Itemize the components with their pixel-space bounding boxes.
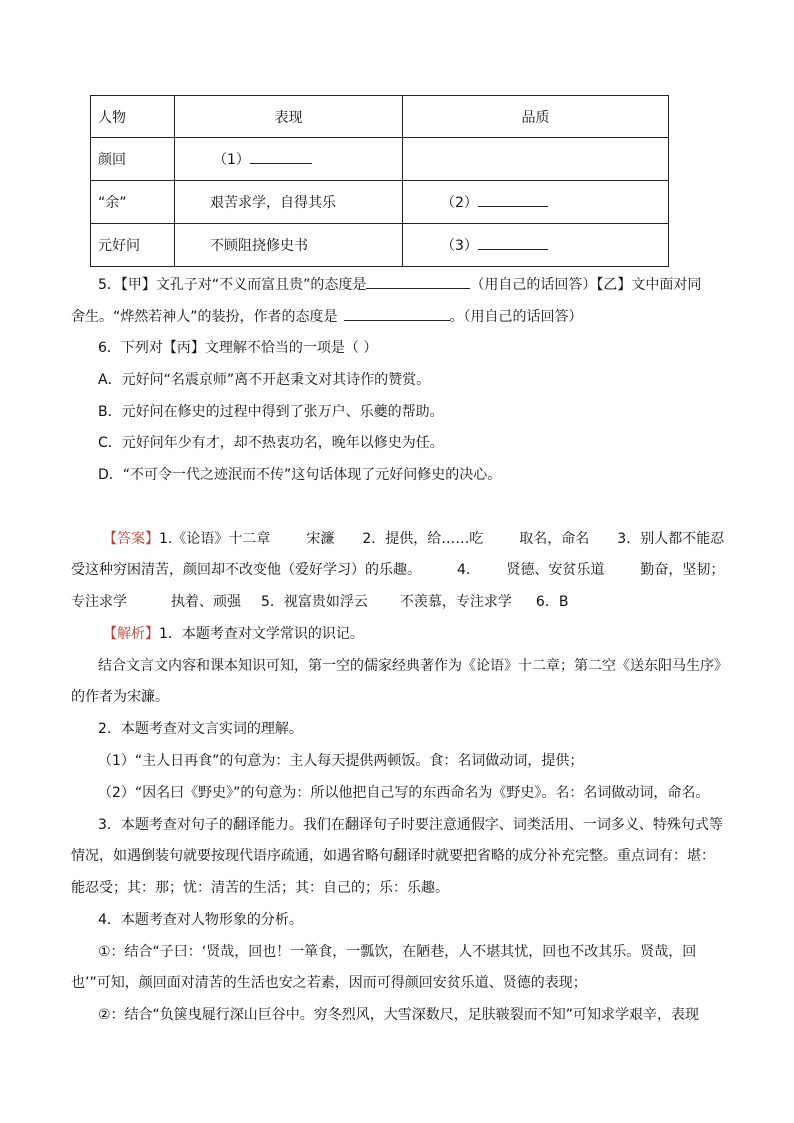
analysis-paragraph: 能忍受；其：那；忧：清苦的生活；其：自己的；乐：乐趣。 [71,880,449,896]
analysis-paragraph: 结合文言文内容和课本知识可知，第一空的儒家经典著作为《论语》十二章；第二空《送东阳马生序》 [98,658,728,674]
table-cell-person: 颜回 [91,138,175,181]
table-header-performance: 表现 [175,96,403,138]
analysis-paragraph: 的作者为宋濂。 [71,689,169,705]
answer-blank-q5a [366,274,470,289]
answer-item: 受这种穷困清苦，颜回却不改变他（爱好学习）的乐趣。 [71,562,421,578]
analysis-paragraph: 3．本题考查对句子的翻译能力。我们在翻译句子时要注意通假字、词类活用、一词多义、特殊句式等 [98,817,723,833]
blank-label: （2） [441,195,478,211]
blank-label: （3） [441,238,478,254]
answer-line-3 [71,592,568,612]
question-6-option-c: C．元好问年少有才，却不热衷功名，晚年以修史为任。 [98,435,444,451]
answer-item: 贤德、安贫乐道 [506,562,605,578]
answer-item: 不羡慕，专注求学 [399,594,512,610]
question-6-option-d: D．“不可令一代之迹泯而不传”这句话体现了元好问修史的决心。 [98,467,502,483]
table-header-row [91,96,669,138]
performance-text: 不顾阻挠修史书 [210,238,308,254]
table-row [91,224,669,267]
table-header-person: 人物 [91,96,175,138]
analysis-paragraph: 也’”可知，颜回面对清苦的生活也安之若素，因而可得颜回安贫乐道、贤德的表现； [71,975,587,991]
answer-line-2 [71,560,724,580]
question-6-option-a: A．元好问“名震京师”离不开赵秉文对其诗作的赞赏。 [98,372,431,388]
character-table [90,95,669,267]
table-cell-quality [403,224,669,267]
analysis-label: 【解析】 [103,626,159,642]
question-5-line-1 [98,274,701,295]
answer-item: 6．B [535,594,569,610]
answer-item: 5．视富贵如浮云 [261,594,368,610]
question-6-stem: 6．下列对【丙】文理解不恰当的一项是（ ） [98,340,378,356]
q5-text-d: 。（用自己的话回答） [449,309,583,325]
table-row [91,181,669,224]
analysis-paragraph: ①：结合“子曰：‘贤哉，回也！一箪食，一瓢饮，在陋巷，人不堪其忧，回也不改其乐。贤哉，回 [98,944,697,960]
answer-item: 取名，命名 [519,531,590,547]
q5-text-b: （用自己的话回答）【乙】文中面对同 [470,277,702,293]
answer-label: 【答案】 [103,531,159,547]
answer-item: 执着、顽强 [171,594,241,610]
table-cell-quality [403,138,669,181]
answer-item: 专注求学 [71,594,127,610]
analysis-paragraph: 情况，如遇倒装句就要按现代语序疏通，如遇省略句翻译时就要把省略的成分补充完整。重点词有：堪： [71,848,715,864]
table-cell-performance [175,224,403,267]
analysis-paragraph: （2）“因名曰《野史》”的句意为：所以他把自己写的东西命名为《野史》。名：名词做动词，命名。 [98,785,710,801]
answer-item: 2．提供，给……吃 [362,531,484,547]
analysis-text: 1．本题考查对文学常识的识记。 [159,626,364,642]
answer-item: 3．别人都不能忍 [617,531,725,547]
answer-blank-q5b [344,306,450,321]
analysis-paragraph: 2．本题考查对文言实词的理解。 [98,721,303,737]
table-header-quality: 品质 [403,96,669,138]
answer-blank-1 [250,149,312,164]
table-cell-person: 元好问 [91,224,175,267]
table-row [91,138,669,181]
answer-blank-2 [478,192,548,207]
q5-text-c: 舍生。“烨然若神人”的装扮，作者的态度是 [71,309,338,325]
answer-line-1 [103,529,724,549]
performance-text: 艰苦求学，自得其乐 [210,195,336,211]
answer-item: 宋濂 [306,531,335,547]
table-cell-person: “余” [91,181,175,224]
answer-item: 4. [457,562,471,578]
q5-text-a: 5．【甲】文孔子对“不义而富且贵”的态度是 [98,277,367,293]
analysis-paragraph: （1）“主人日再食”的句意为：主人每天提供两顿饭。食：名词做动词，提供； [98,753,584,769]
analysis-paragraph: ②：结合“负箧曳屣行深山巨谷中。穷冬烈风，大雪深数尺，足肤皲裂而不知”可知求学艰辛，表现 [98,1007,700,1023]
question-5-line-2 [71,306,583,327]
table-cell-quality [403,181,669,224]
table-cell-performance [175,138,403,181]
analysis-line-1 [103,624,364,644]
answer-item: 勤奋，坚韧； [640,562,725,578]
analysis-paragraph: 4．本题考查对人物形象的分析。 [98,912,303,928]
table-cell-performance [175,181,403,224]
blank-label: （1） [213,152,250,168]
answer-blank-3 [478,235,548,250]
question-6-option-b: B．元好问在修史的过程中得到了张万户、乐夔的帮助。 [98,404,444,420]
answer-item: 1.《论语》十二章 [159,531,271,547]
